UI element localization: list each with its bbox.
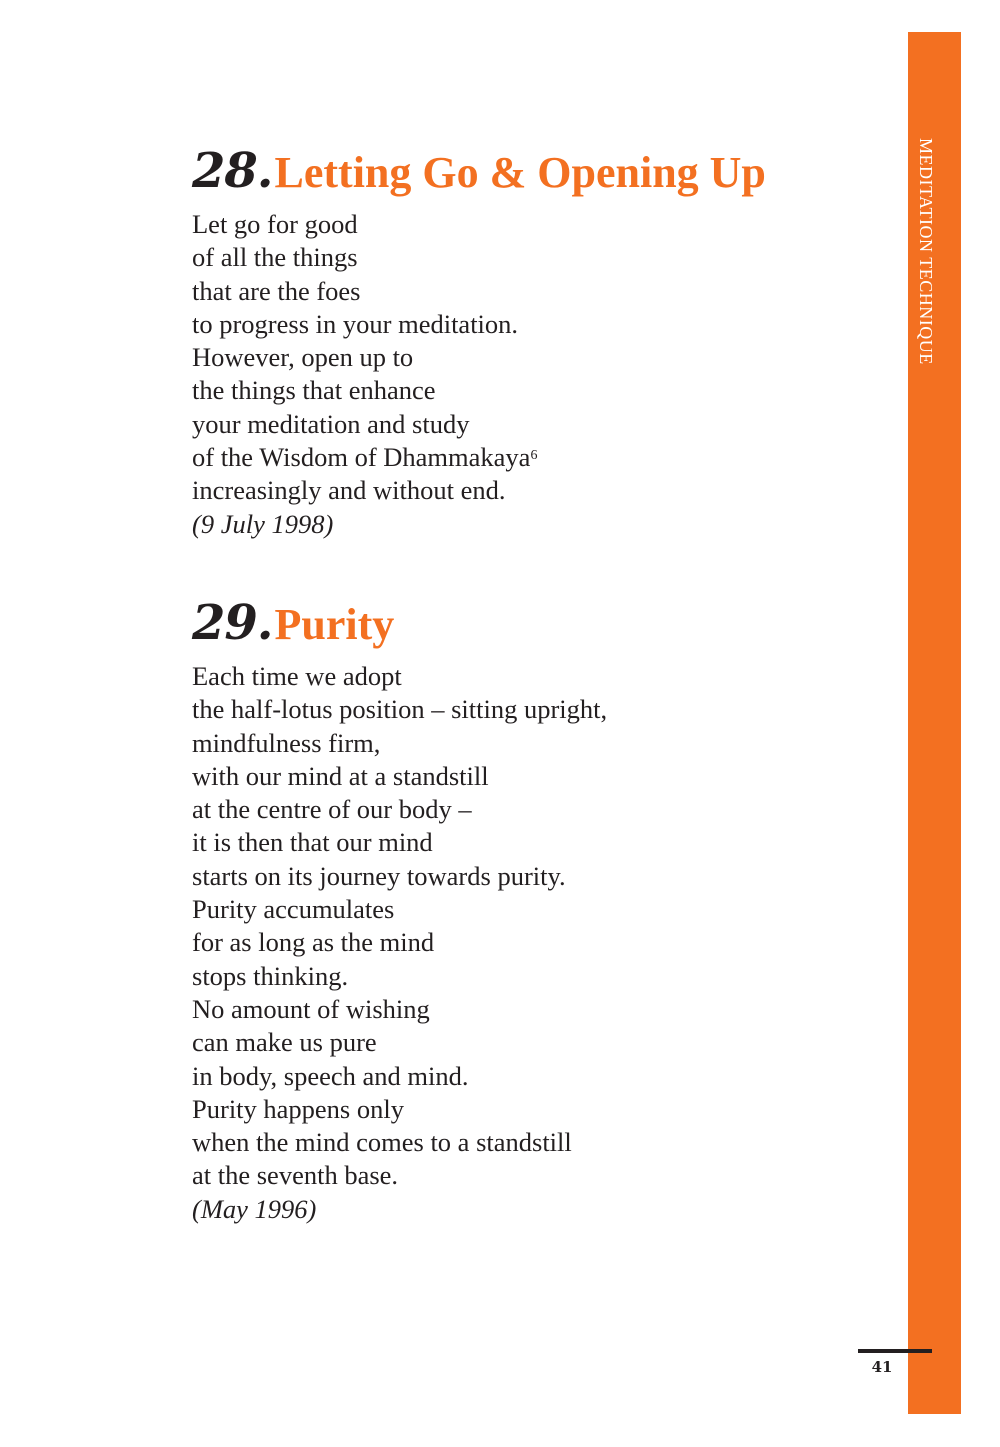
entry-29	[192, 592, 892, 1226]
section-label: MEDITATION TECHNIQUE	[916, 138, 936, 365]
verse-line: mindfulness firm,	[192, 727, 381, 758]
verse	[192, 208, 892, 541]
verse-line: Purity happens only	[192, 1093, 404, 1124]
verse-line: Each time we adopt	[192, 661, 402, 691]
entry-date: (May 1996)	[192, 1193, 317, 1224]
entry-number: 28.	[192, 143, 273, 199]
verse-line: it is then that our mind	[192, 827, 433, 858]
verse-line: No amount of wishing	[192, 993, 430, 1024]
entry-date: (9 July 1998)	[192, 508, 334, 539]
verse-line: in body, speech and mind.	[192, 1060, 469, 1091]
verse-line: your meditation and study	[192, 408, 470, 439]
verse-line: However, open up to	[192, 342, 414, 373]
verse-line: that are the foes	[192, 275, 361, 306]
verse-line: Let go for good	[192, 209, 358, 239]
verse-line-with-footnote	[192, 441, 892, 474]
verse-line: the half-lotus position – sitting upright,	[192, 694, 608, 725]
entry-number: 29.	[192, 595, 273, 651]
verse-line: with our mind at a standstill	[192, 760, 489, 791]
verse-line: of all the things	[192, 242, 358, 273]
page-number: 41	[871, 1358, 893, 1376]
verse-line: when the mind comes to a standstill	[192, 1127, 572, 1158]
verse-line: stops thinking.	[192, 960, 349, 991]
verse-line: increasingly and without end.	[192, 475, 506, 506]
entry-heading	[192, 140, 892, 202]
verse-line: to progress in your meditation.	[192, 308, 519, 339]
entry-heading	[192, 592, 892, 654]
verse-line: at the seventh base.	[192, 1160, 399, 1191]
verse-line: Purity accumulates	[192, 894, 395, 925]
folio-rule	[858, 1349, 932, 1353]
footnote-ref: 6	[530, 448, 538, 464]
verse-line: for as long as the mind	[192, 927, 435, 958]
verse-line: starts on its journey towards purity.	[192, 860, 566, 891]
verse-line: at the centre of our body –	[192, 794, 472, 825]
verse-line: the things that enhance	[192, 375, 436, 406]
verse-line: can make us pure	[192, 1027, 377, 1058]
verse	[192, 660, 892, 1226]
verse-line-text: of the Wisdom of Dhammakaya	[192, 442, 531, 473]
entry-title: Purity	[274, 600, 395, 649]
entry-title: Letting Go & Opening Up	[274, 148, 766, 197]
entry-28	[192, 140, 892, 541]
